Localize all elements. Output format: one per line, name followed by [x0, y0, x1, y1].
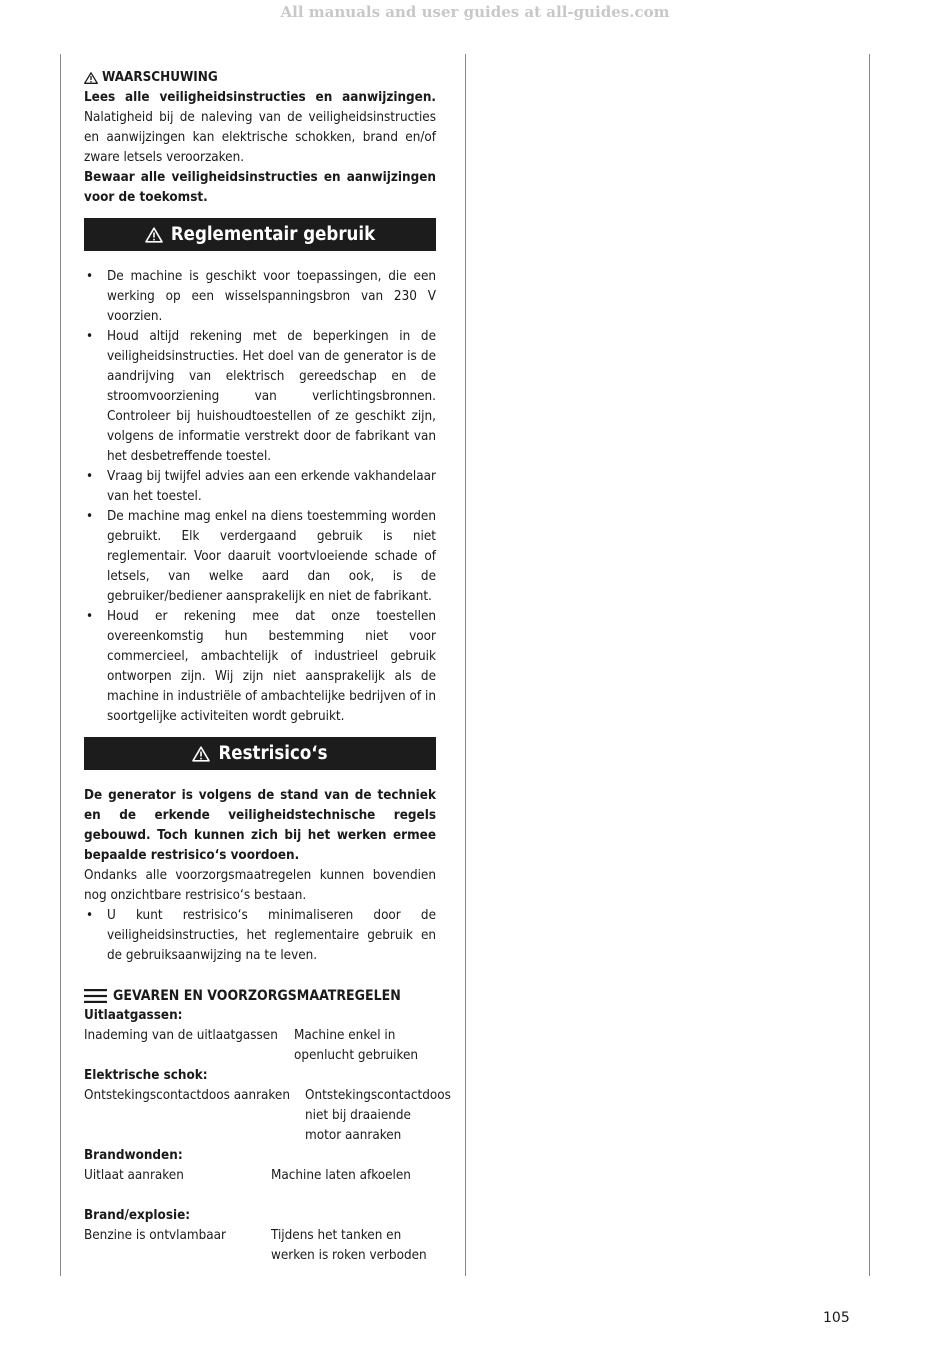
hazard-description: Uitlaat aanraken — [84, 1168, 184, 1183]
bullet-list-restrisicos — [84, 906, 436, 966]
warning-triangle-icon — [84, 72, 98, 84]
list-lines-icon — [84, 988, 107, 1004]
hazard-measure: Tijdens het tanken en werken is roken verboden — [271, 1228, 427, 1263]
section-title: Restrisico‘s — [218, 742, 328, 764]
section-banner-restrisicos — [84, 737, 436, 770]
warning-triangle-icon — [192, 746, 210, 762]
section-banner-reglementair — [84, 218, 436, 251]
warning-heading — [84, 68, 436, 88]
list-item: • Houd altijd rekening met de beperkingen in de veiligheidsinstructies. Het doel van de generator is de aandrijving van elektrisch gereedschap en de stroomvoorziening van verlichtingsbronnen. Controleer bij huishoudtoestellen of ze geschikt zijn, volgens de informatie verstrekt door de fabrikant van het desbetreffende toestel. — [84, 327, 436, 467]
warning-title: WAARSCHUWING — [102, 70, 218, 85]
hazard-description: Ontstekingscontactdoos aanraken — [84, 1088, 290, 1103]
hazard-measure: Machine laten afkoelen — [271, 1168, 411, 1183]
hazard-row — [84, 1086, 451, 1146]
hazard-group-heading: Brand/explosie: — [84, 1208, 191, 1223]
bullet-list-reglementair — [84, 267, 436, 727]
list-item: • U kunt restrisico‘s minimaliseren door de veiligheidsinstructies, het reglementaire gebruik en de gebruiksaanwijzing na te leven. — [84, 906, 436, 966]
hazard-description: Inademing van de uitlaatgassen — [84, 1028, 278, 1043]
warning-text: Nalatigheid bij de naleving van de veiligheidsinstructies en aanwijzingen kan elektrische schokken, brand en/of zware letsels veroorzaken. — [84, 110, 436, 165]
hazard-measure: Ontstekingscontactdoos niet bij draaiende motor aanraken — [305, 1088, 451, 1143]
warning-keep: Bewaar alle veiligheidsinstructies en aanwijzingen voor de toekomst. — [84, 170, 436, 205]
warning-paragraph — [84, 88, 436, 168]
page-number: 105 — [823, 1310, 850, 1326]
hazard-group-heading: Uitlaatgassen: — [84, 1008, 183, 1023]
list-item: • Vraag bij twijfel advies aan een erkende vakhandelaar van het toestel. — [84, 467, 436, 507]
left-margin-rule — [60, 54, 61, 1276]
hazard-row — [84, 1026, 436, 1066]
column-divider-rule — [465, 54, 466, 1276]
warning-triangle-icon — [145, 227, 163, 243]
warning-lead: Lees alle veiligheidsinstructies en aanwijzingen. — [84, 90, 436, 105]
left-column — [84, 68, 451, 1266]
watermark: All manuals and user guides at all-guides.com — [280, 3, 670, 21]
hazard-group-heading: Elektrische schok: — [84, 1068, 208, 1083]
hazard-measure: Machine enkel in openlucht gebruiken — [294, 1028, 419, 1063]
hazard-row — [84, 1166, 436, 1186]
hazard-row — [84, 1226, 436, 1266]
right-margin-rule — [869, 54, 870, 1276]
section-title: Reglementair gebruik — [170, 223, 376, 245]
restrisico-text: Ondanks alle voorzorgsmaatregelen kunnen bovendien nog onzichtbare restrisico‘s bestaan. — [84, 868, 436, 903]
list-item: • Houd er rekening mee dat onze toestellen overeenkomstig hun bestemming niet voor commercieel, ambachtelijk of industrieel gebruik ontworpen zijn. Wij zijn niet aansprakelijk als de machine in industriële of ambachtelijke bedrijven of in soortgelijke activiteiten wordt gebruikt. — [84, 607, 436, 727]
hazards-title: GEVAREN EN VOORZORGSMAATREGELEN — [113, 988, 401, 1004]
hazard-description: Benzine is ontvlambaar — [84, 1228, 226, 1243]
hazard-group-heading: Brandwonden: — [84, 1148, 183, 1163]
list-item: • De machine mag enkel na diens toestemming worden gebruikt. Elk verdergaand gebruik is niet reglementair. Voor daaruit voortvloeiende schade of letsels, van welke aard dan ook, is de gebruiker/bediener aansprakelijk en niet de fabrikant. — [84, 507, 436, 607]
list-item: • De machine is geschikt voor toepassingen, die een werking op een wisselspanningsbron van 230 V voorzien. — [84, 267, 436, 327]
hazards-heading — [84, 986, 436, 1006]
restrisico-intro: De generator is volgens de stand van de techniek en de erkende veiligheidstechnische regels gebouwd. Toch kunnen zich bij het werken ermee bepaalde restrisico‘s voordoen. — [84, 788, 436, 863]
